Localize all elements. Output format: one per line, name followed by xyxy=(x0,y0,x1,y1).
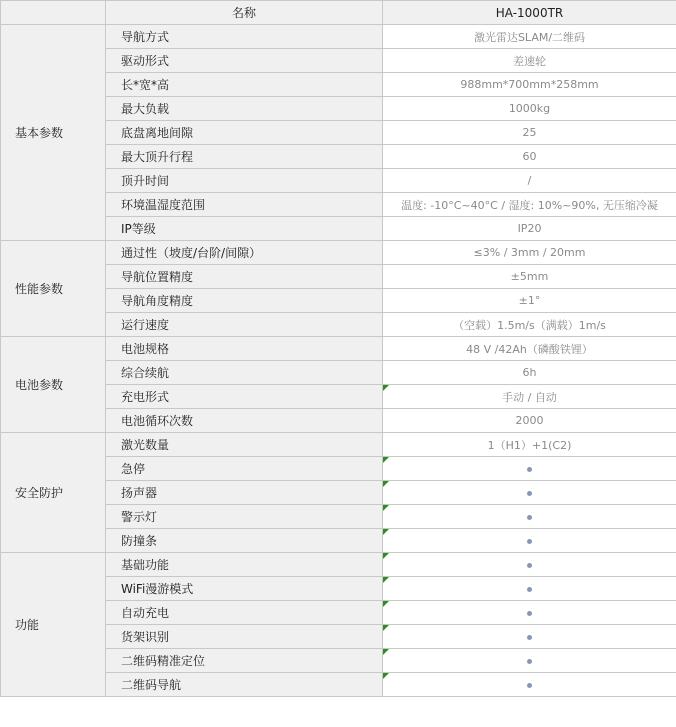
cell-comment-marker-icon xyxy=(383,649,389,655)
param-value-text: 激光雷达SLAM/二维码 xyxy=(473,30,586,44)
param-value-text: IP20 xyxy=(517,222,542,235)
table-row xyxy=(1,241,676,265)
cell-comment-marker-icon xyxy=(383,577,389,583)
cell-comment-marker-icon xyxy=(383,625,389,631)
param-value-text: （空载）1.5m/s（满载）1m/s xyxy=(453,318,606,332)
param-name-cell: 二维码导航 xyxy=(106,673,383,697)
param-name-cell: 综合续航 xyxy=(106,361,383,385)
cell-comment-marker-icon xyxy=(383,529,389,535)
param-value-text: 温度: -10°C~40°C / 湿度: 10%~90%, 无压缩冷凝 xyxy=(401,198,658,212)
param-name-cell: 基础功能 xyxy=(106,553,383,577)
cell-comment-marker-icon xyxy=(383,673,389,679)
param-name-cell: WiFi漫游模式 xyxy=(106,577,383,601)
supported-dot-icon xyxy=(527,587,532,592)
param-value-text: / xyxy=(527,174,532,187)
param-value-text: 手动 / 自动 xyxy=(502,390,557,404)
param-value-cell xyxy=(383,265,676,289)
param-value-cell xyxy=(383,577,676,601)
param-value-cell xyxy=(383,73,676,97)
param-name-cell: 自动充电 xyxy=(106,601,383,625)
param-name-cell: 最大顶升行程 xyxy=(106,145,383,169)
param-name-cell: 防撞条 xyxy=(106,529,383,553)
cell-comment-marker-icon xyxy=(383,385,389,391)
param-value-cell xyxy=(383,409,676,433)
param-value-cell xyxy=(383,289,676,313)
param-name-cell: 驱动形式 xyxy=(106,49,383,73)
param-value-cell xyxy=(383,193,676,217)
param-name-cell: 长*宽*高 xyxy=(106,73,383,97)
param-value-text: 48 V /42Ah（磷酸铁锂） xyxy=(466,342,593,356)
param-value-cell xyxy=(383,529,676,553)
supported-dot-icon xyxy=(527,539,532,544)
param-name-cell: 充电形式 xyxy=(106,385,383,409)
param-value-text: 差速轮 xyxy=(513,54,546,68)
table-row xyxy=(1,25,676,49)
param-value-text: 6h xyxy=(522,366,537,379)
param-value-cell xyxy=(383,25,676,49)
category-cell: 电池参数 xyxy=(1,337,106,433)
spec-table-body xyxy=(1,1,676,697)
header-model-cell: HA-1000TR xyxy=(383,1,676,25)
param-name-cell: 运行速度 xyxy=(106,313,383,337)
param-name-cell: 警示灯 xyxy=(106,505,383,529)
category-cell: 功能 xyxy=(1,553,106,697)
supported-dot-icon xyxy=(527,563,532,568)
param-value-text: ≤3% / 3mm / 20mm xyxy=(473,246,586,259)
param-value-cell xyxy=(383,433,676,457)
category-cell: 性能参数 xyxy=(1,241,106,337)
param-value-cell xyxy=(383,361,676,385)
supported-dot-icon xyxy=(527,611,532,616)
cell-comment-marker-icon xyxy=(383,457,389,463)
param-value-cell xyxy=(383,505,676,529)
param-value-cell xyxy=(383,121,676,145)
param-name-cell: 导航角度精度 xyxy=(106,289,383,313)
param-name-cell: 底盘离地间隙 xyxy=(106,121,383,145)
param-value-cell xyxy=(383,673,676,697)
param-value-cell xyxy=(383,313,676,337)
param-name-cell: 货架识别 xyxy=(106,625,383,649)
param-value-text: ±5mm xyxy=(510,270,549,283)
param-name-cell: 通过性（坡度/台阶/间隙） xyxy=(106,241,383,265)
cell-comment-marker-icon xyxy=(383,601,389,607)
param-value-cell xyxy=(383,649,676,673)
cell-comment-marker-icon xyxy=(383,505,389,511)
param-value-text: 25 xyxy=(522,126,537,139)
param-value-cell xyxy=(383,169,676,193)
param-value-cell xyxy=(383,97,676,121)
param-value-cell xyxy=(383,625,676,649)
table-row xyxy=(1,553,676,577)
param-name-cell: 电池规格 xyxy=(106,337,383,361)
param-value-cell xyxy=(383,553,676,577)
param-name-cell: 扬声器 xyxy=(106,481,383,505)
param-value-cell xyxy=(383,481,676,505)
param-name-cell: 二维码精准定位 xyxy=(106,649,383,673)
cell-comment-marker-icon xyxy=(383,481,389,487)
param-value-cell xyxy=(383,241,676,265)
param-name-cell: 顶升时间 xyxy=(106,169,383,193)
param-value-cell xyxy=(383,217,676,241)
param-value-cell xyxy=(383,601,676,625)
supported-dot-icon xyxy=(527,491,532,496)
param-name-cell: 急停 xyxy=(106,457,383,481)
param-value-text: 988mm*700mm*258mm xyxy=(460,78,599,91)
supported-dot-icon xyxy=(527,659,532,664)
param-name-cell: IP等级 xyxy=(106,217,383,241)
header-row xyxy=(1,1,676,25)
header-corner-cell xyxy=(1,1,106,25)
param-value-cell xyxy=(383,49,676,73)
param-name-cell: 电池循环次数 xyxy=(106,409,383,433)
table-row xyxy=(1,337,676,361)
supported-dot-icon xyxy=(527,683,532,688)
param-name-cell: 环境温湿度范围 xyxy=(106,193,383,217)
supported-dot-icon xyxy=(527,467,532,472)
param-name-cell: 导航方式 xyxy=(106,25,383,49)
param-value-cell xyxy=(383,145,676,169)
param-value-cell xyxy=(383,385,676,409)
param-value-text: ±1° xyxy=(518,294,541,307)
param-value-cell xyxy=(383,457,676,481)
supported-dot-icon xyxy=(527,515,532,520)
param-value-text: 60 xyxy=(522,150,537,163)
param-name-cell: 导航位置精度 xyxy=(106,265,383,289)
header-name-cell: 名称 xyxy=(106,1,383,25)
param-value-text: 2000 xyxy=(515,414,544,427)
cell-comment-marker-icon xyxy=(383,553,389,559)
param-value-text: 1（H1）+1(C2) xyxy=(487,438,572,452)
param-value-text: 1000kg xyxy=(508,102,551,115)
param-name-cell: 最大负载 xyxy=(106,97,383,121)
category-cell: 安全防护 xyxy=(1,433,106,553)
supported-dot-icon xyxy=(527,635,532,640)
param-name-cell: 激光数量 xyxy=(106,433,383,457)
category-cell: 基本参数 xyxy=(1,25,106,241)
table-row xyxy=(1,433,676,457)
param-value-cell xyxy=(383,337,676,361)
